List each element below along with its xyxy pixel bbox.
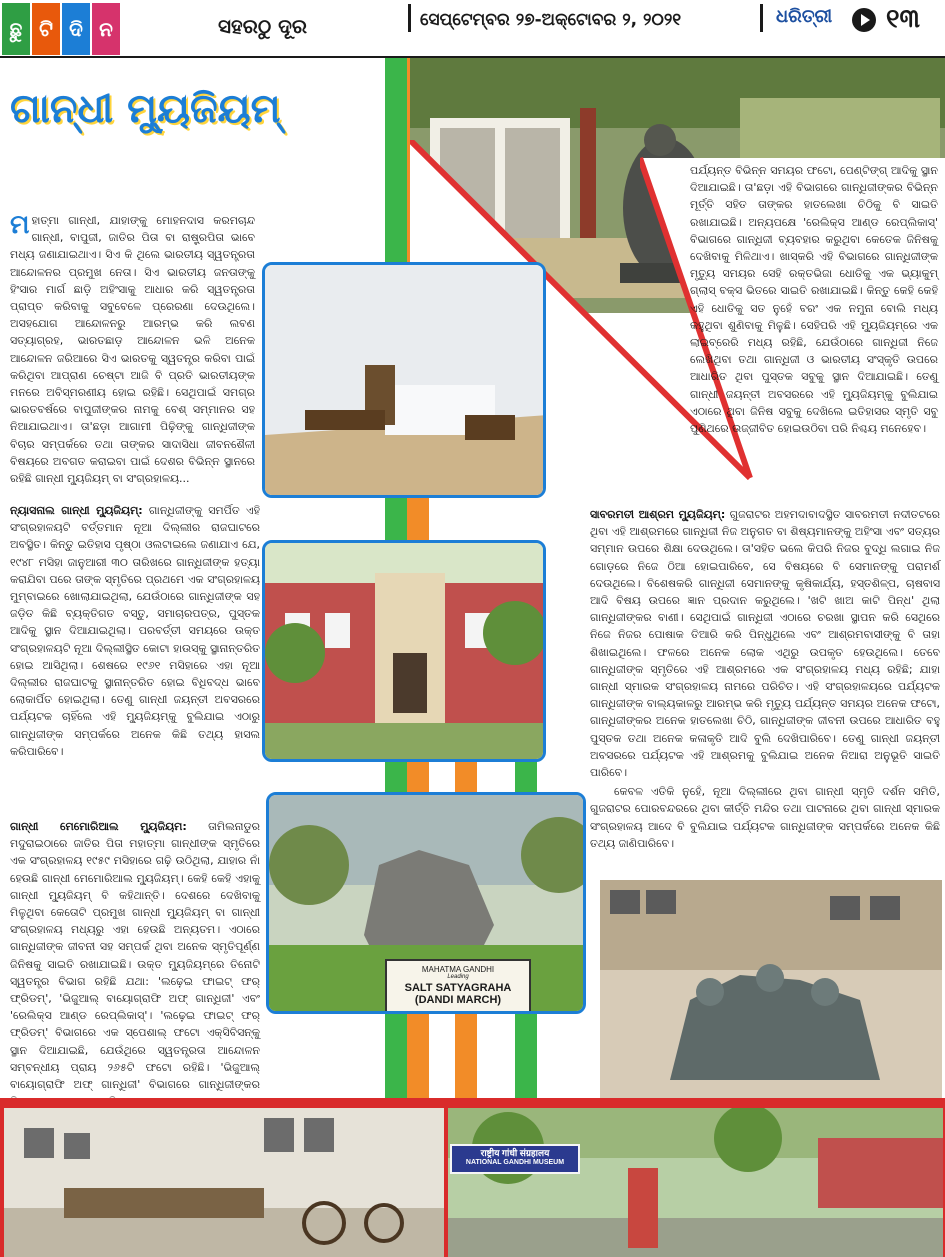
board-line: Leading — [447, 974, 469, 980]
brand-letter: ଦି — [62, 3, 90, 55]
play-icon — [852, 8, 876, 32]
header-divider — [408, 4, 411, 32]
subhead-sabarmati: ସାବରମତୀ ଆଶ୍ରମ ମ୍ୟୁଜିୟମ୍: — [590, 508, 726, 521]
national-museum-column — [10, 502, 260, 760]
memorial-museum-paragraph: ତାମିଲନାଡୁର ମଦୁରାଇଠାରେ ଜାତିର ପିତା ମହାତ୍ମା ଗାନ୍ଧୀଙ୍କ ସ୍ମୃତିରେ ଏକ ସଂଗ୍ରହାଳୟ ୧୯୫୯ ମସିହାରେ ଗଢ଼ି ଉଠିଥିଲା, ଯାହାର ନାଁ ହେଉଛି ଗାନ୍ଧୀ ମେମୋରିଆଲ ମ୍ୟୁଜିୟମ୍। କେହି କେହି ଏହାକୁ ଗାନ୍ଧୀ ମ୍ୟୁଜିୟମ୍ ବି କହିଥାନ୍ତି। ଦେଶରେ ଦେଖିବାକୁ ମିଳୁଥିବା କେତୋଟି ପ୍ରମୁଖ ଗାନ୍ଧୀ ମ୍ୟୁଜିୟମ୍ ବା ଗାନ୍ଧୀ ସଂଗ୍ରହାଳୟ ମଧ୍ୟରୁ ଏହା ହେଉଛି ଅନ୍ୟତମ। ଏଠାରେ ଗାନ୍ଧିଜୀଙ୍କ ଜୀବନୀ ସହ ସମ୍ପର୍କ ଥିବା ଅନେକ ସ୍ମୃତିପୂର୍ଣ୍ଣ ଜିନିଷକୁ ସାଇତି ରଖାଯାଇଛି। ଉକ୍ତ ମ୍ୟୁଜିୟମ୍‌ରେ ତିନୋଟି ସ୍ୱତନ୍ତ୍ର ବିଭାଗ ରହିଛି ଯଥା: 'ଲଢ଼େଇ ଫାଇଟ୍ ଫର୍ ଫ୍ରିଡମ୍', 'ଭିଜୁଆଲ୍ ବାୟୋଗ୍ରାଫି ଅଫ୍ ଗାନ୍ଧିଜୀ' ଏବଂ 'ରେଲିକ୍ସ ଆଣ୍ଡ ରେପ୍ଲିକାସ୍'। 'ଲଢ଼େଇ ଫାଇଟ୍ ଫର୍ ଫ୍ରିଡମ୍' ବିଭାଗରେ ଏକ ସ୍ପେଶାଲ୍ ଫଟୋ ଏକ୍ସିବିସନ୍‌କୁ ସ୍ଥାନ ଦିଆଯାଇଛି, ଯେଉଁଥିରେ ସ୍ୱତନ୍ତ୍ରତା ଆନ୍ଦୋଳନ ସମ୍ବନ୍ଧୀୟ ପ୍ରାୟ ୨୬୫ଟି ଫଟୋ ରହିଛି। 'ଭିଜୁଆଲ୍ ବାୟୋଗ୍ରାଫି ଅଫ୍ ଗାନ୍ଧିଜୀ' ବିଭାଗରେ ଗାନ୍ଧିଜୀଙ୍କର — [10, 820, 261, 1092]
photo-dandi-march-sculpture — [600, 880, 942, 1098]
signboard-english-text: NATIONAL GANDHI MUSEUM — [465, 1159, 565, 1166]
memorial-museum-column — [10, 818, 260, 1110]
signboard-hindi-text: राष्ट्रीय गांधी संग्रहालय — [480, 1148, 550, 1158]
national-museum-paragraph: ଗାନ୍ଧିଜୀଙ୍କୁ ସମର୍ପିତ ଏହି ସଂଗ୍ରହାଳୟଟି ବର୍ତ୍ତମାନ ନୂଆ ଦିଲ୍ଲୀର ରାଜଘାଟରେ ଅବସ୍ଥିତ। କିନ୍ତୁ ଇତିହାସ ପୃଷ୍ଠା ଓଲଟାଇଲେ ଜଣାଯାଏ ଯେ, ୧୯୪୮ ମସିହା ଜାନୁଆରୀ ୩୦ ତାରିଖରେ ଗାନ୍ଧିଜୀଙ୍କ ହତ୍ୟା କରାଯିବା ପରେ ତାଙ୍କ ସ୍ମୃତିରେ ପ୍ରଥମେ ଏକ ସଂଗ୍ରହାଳୟ ମୁମ୍ବାଇରେ ଖୋଲାଯାଇଥିଲା, ଯେଉଁଠାରେ ଗାନ୍ଧିଜୀଙ୍କ ସହ ଜଡ଼ିତ କିଛି ବ୍ୟକ୍ତିଗତ ବସ୍ତୁ, ସମାଚାରପତ୍ର, ପୁସ୍ତକ ଆଦିକୁ ସ୍ଥାନ ଦିଆଯାଇଥିଲା। ପରବର୍ତ୍ତୀ ସମୟରେ ଉକ୍ତ ସଂଗ୍ରହାଳୟଟି ନୂଆ ଦିଲ୍ଲୀସ୍ଥିତ କୋଟା ହାଉସ୍‌କୁ ସ୍ଥାନାନ୍ତରିତ ହୋଇ ଆସିଥିଲା। ଶେଷରେ ୧୯୬୧ ମସିହାରେ ଏହା ନୂଆ ଦିଲ୍ଲୀର ରାଜଘାଟକୁ ସ୍ଥାନାନ୍ତରିତ ହୋଇ ବିଧିବଦ୍ଧ ଭାବେ ଲୋକାର୍ପିତ ହୋଇଥିଲା। ତେଣୁ ଗାନ୍ଧୀ ଜୟନ୍ତୀ ଅବସରରେ ପର୍ଯ୍ୟଟକ ଚାହିଁଲେ ଏହି ମ୍ୟୁଜିୟମ୍‌କୁ ବୁଲିଯାଇ ଏଠାରୁ ଗାନ୍ଧିଜୀଙ୍କ ସମ୍ପର୍କରେ ଅନେକ କିଛି ତଥ୍ୟ ହାସଲ କରିପାରିବେ। — [10, 504, 260, 758]
board-line: SALT SATYAGRAHA (DANDI MARCH) — [404, 982, 512, 1006]
photo-museum-gallery — [4, 1108, 444, 1257]
photo-gandhi-room — [262, 262, 546, 498]
board-line: MAHATMA GANDHI — [421, 965, 495, 974]
section-name: ସହରଠୁ ଦୂର — [218, 14, 308, 38]
national-gandhi-museum-signboard — [450, 1144, 580, 1174]
brand-letter: ଛୁ — [2, 3, 30, 55]
brand-letter: ନ — [92, 3, 120, 55]
article-title: ଗାନ୍ଧୀ ମ୍ୟୁଜିୟମ୍ — [10, 86, 281, 132]
section-brand-logo — [2, 3, 120, 55]
masthead — [0, 0, 945, 58]
relics-paragraph: ପର୍ଯ୍ୟନ୍ତ ବିଭିନ୍ନ ସମୟର ଫଟୋ, ପେଣ୍ଟିଙ୍ଗ୍ ଆଦିକୁ ସ୍ଥାନ ଦିଆଯାଇଛି। ତା'ଛଡ଼ା ଏହି ବିଭାଗରେ ଗାନ୍ଧିଜୀଙ୍କର ବିଭିନ୍ନ ମୂର୍ତ୍ତି ସହିତ ତାଙ୍କର ହାତଲେଖା ଚିଠିକୁ ବି ସାଇତି ରଖାଯାଇଛି। ଅନ୍ୟପକ୍ଷେ 'ରେଲିକ୍ସ ଆଣ୍ଡ ରେପ୍ଲିକାସ୍' ବିଭାଗରେ ଗାନ୍ଧିଜୀ ବ୍ୟବହାର କରୁଥିବା କେତେକ ଜିନିଷକୁ ଦେଖିବାକୁ ମିଳିଥାଏ। ଖାସ୍‌କରି ଏହି ବିଭାଗରେ ଗାନ୍ଧିଜୀଙ୍କ ମୃତ୍ୟୁ ସମୟର ସେହି ରକ୍ତଭିଜା ଧୋତିକୁ ଏକ ଭ୍ୟାକୁମ୍ ଗ୍ଲାସ୍ ବକ୍ସ ଭିତରେ ସାଇତି ରଖାଯାଇଛି। କିନ୍ତୁ କେହି କେହି ଏହି ଧୋତିକୁ ସତ ନୁହେଁ ବରଂ ଏକ ନମୁନା ବୋଲି ମଧ୍ୟ କହୁଥିବା ଶୁଣିବାକୁ ମିଳୁଛି। ସେହିପରି ଏହି ମ୍ୟୁଜିୟମ୍‌ରେ ଏକ ଲାଇବ୍ରେରି ମଧ୍ୟ ରହିଛି, ଯେଉଁଠାରେ ଗାନ୍ଧିଜୀ ନିଜେ ଲେଖିଥିବା ତଥା ଗାନ୍ଧିଜୀ ଓ ଭାରତୀୟ ସଂସ୍କୃତି ଉପରେ ଆଧାରିତ ଥିବା ପୁସ୍ତକ ସବୁକୁ ସ୍ଥାନ ଦିଆଯାଇଛି। ତେଣୁ ଗାନ୍ଧୀ ଜୟନ୍ତୀ ଅବସରରେ ଏହି ମ୍ୟୁଜିୟମ୍‌କୁ ବୁଲିଯାଇ ଏଠାରେ ଥିବା ଜିନିଷ ସବୁକୁ ଦେଖିଲେ ଇତିହାସର ସ୍ମୃତି ସବୁ ପୁଣିଥରେ ଉଜ୍ଜୀବିତ ହୋଇଉଠିବା ପରି ନିଶ୍ଚୟ ମନେହେବ। — [690, 164, 938, 436]
sabarmati-paragraph: ଗୁଜରାଟର ଅହମଦାବାଦସ୍ଥିତ ସାବରମତୀ ନଦୀତଟରେ ଥିବା ଏହି ଆଶ୍ରମରେ ଗାନ୍ଧିଜୀ ନିଜ ଅନୁଗତ ବା ଶିଷ୍ୟମାନଙ୍କୁ ଅହିଂସା ଏବଂ ସତ୍ୟର ସମ୍ମାନ ଉପରେ ଶିକ୍ଷା ଦେଉଥିଲେ। ତା'ସହିତ ଭଲେ କିପରି ନିଜର ବୁଦ୍ଧି ଲଗାଇ ନିଜ ଗୋଡ଼ରେ ନିଜେ ଠିଆ ହୋଇପାରିବେ, ସେ ବିଷୟରେ ବି ସେମାନଙ୍କୁ ପରାମର୍ଶ ଦେଉଥିଲେ। ବିଶେଷକରି ଗାନ୍ଧିଜୀ ସେମାନଙ୍କୁ କୃଷିକାର୍ଯ୍ୟ, ହସ୍ତଶିଳ୍ପ, ଚାଷବାସ ଆଦି ବିଷୟ ଉପରେ ଜ୍ଞାନ ପ୍ରଦାନ କରୁଥିଲେ। 'ଖଟି ଖାଅ କାଟି ପିନ୍ଧ' ଥିଲା ଗାନ୍ଧିଜୀଙ୍କର ବାଣୀ। ସେଥିପାଇଁ ଗାନ୍ଧିଜୀ ଏଠାରେ ଚରଖା ସ୍ଥାପନ କରି ସେଥିରେ ନିଜେ ନିଜର ପୋଷାକ ତିଆରି କରି ପିନ୍ଧୁଥିଲେ ଏବଂ ଆଶ୍ରମବାସୀଙ୍କୁ ବି ତାହା ଶିଖାଇଥିଲେ। ଫଳରେ ଅନେକ ଲୋକ ଏଥିରୁ ଉପକୃତ ହେଉଥିଲେ। ତେବେ ଗାନ୍ଧିଜୀଙ୍କ ସ୍ମୃତିରେ ଏହି ଆଶ୍ରମରେ ଏକ ସଂଗ୍ରହାଳୟ ମଧ୍ୟ ରହିଛି; ଯାହା ଗାନ୍ଧୀ ସ୍ମାରକ ସଂଗ୍ରହାଳୟ ନାମରେ ପରିଚିତ। ଏହି ସଂଗ୍ରହାଳୟରେ ପର୍ଯ୍ୟଟକ ଗାନ୍ଧିଜୀଙ୍କ ବାଲ୍ୟକାଳରୁ ଆରମ୍ଭ କରି ମୃତ୍ୟୁ ପର୍ଯ୍ୟନ୍ତ ସମୟର ଅନେକ ଫଟୋ, ଗାନ୍ଧିଜୀଙ୍କର ଅନେକ ହାତଲେଖା ଚିଠି, ଗାନ୍ଧିଜୀଙ୍କ ଜୀବନୀ ଉପରେ ଆଧାରିତ ବହୁ ପୁସ୍ତକ ତଥା ଅନେକ କଳାକୃତି ଆଦି ବୁଲି ଦେଖିପାରିବେ। ତେଣୁ ଗାନ୍ଧୀ ଜୟନ୍ତୀ ଅବସରରେ ପର୍ଯ୍ୟଟକ ଏହି ଆଶ୍ରମକୁ ବୁଲିଯାଇ ଅନେକ ନିଆରା ଅନୁଭୂତି ସାଇତି ପାରିବେ। — [590, 508, 941, 780]
newspaper-logo: ଧରିତ୍ରୀ — [776, 6, 833, 27]
photo-national-gandhi-museum-gate — [448, 1108, 943, 1257]
intro-paragraph: ହାତ୍ମା ଗାନ୍ଧୀ, ଯାହାଙ୍କୁ ମୋହନଦାସ କରମଚାନ୍ଦ ଗାନ୍ଧୀ, ବାପୁଜୀ, ଜାତିର ପିତା ବା ରାଷ୍ଟ୍ରପିତା ଭାବେ ମଧ୍ୟ ଜଣାଯାଇଥାଏ। ସିଏ କି ଥିଲେ ଭାରତୀୟ ସ୍ୱତନ୍ତ୍ରତା ଆନ୍ଦୋଳନର ପ୍ରମୁଖ ନେତା। ସିଏ ଭାରତୀୟ ଜନତାଙ୍କୁ ହିଂସାର ମାର୍ଗ ଛାଡ଼ି ଅହିଂସାକୁ ଆଧାର କରି ସ୍ୱତନ୍ତ୍ରତା ପ୍ରାପ୍ତ କରିବାକୁ ସବୁବେଳେ ପ୍ରେରଣା ଦେଉଥିଲେ। ଅସହଯୋଗ ଆନ୍ଦୋଳନରୁ ଆରମ୍ଭ କରି ଲବଣ ସତ୍ୟାଗ୍ରହ, ଭାରତଛାଡ଼ ଆନ୍ଦୋଳନ ଭଳି ଅନେକ ଆନ୍ଦୋଳନ ଜରିଆରେ ସିଏ ଭାରତକୁ ସ୍ୱତନ୍ତ୍ର କରିବା ପାଇଁ କରିଥିବା ଆପ୍ରାଣ ଚେଷ୍ଟା ଆଜି ବି ପ୍ରତି ଭାରତୀୟଙ୍କ ମନରେ ଅବିସ୍ମରଣୀୟ ହୋଇ ରହିଛି। ସେଥିପାଇଁ ସମଗ୍ର ଭାରତବର୍ଷରେ ବାପୁଜୀଙ୍କର ନାମକୁ ବେଶ୍ ସମ୍ମାନର ସହ ନିଆଯାଇଥାଏ। ତା'ଛଡ଼ା ଆଗାମୀ ପିଢ଼ିଙ୍କୁ ଗାନ୍ଧିଜୀଙ୍କ ବିଚାର ସମ୍ପର୍କରେ ତଥା ତାଙ୍କର ସାଦାସିଧା ଜୀବନଶୈଳୀ ବିଷୟରେ ଅବଗତ କରାଇବା ପାଇଁ ଦେଶର ବିଭିନ୍ନ ସ୍ଥାନରେ ରହିଛି ଗାନ୍ଧୀ ମ୍ୟୁଜିୟମ୍ ବା ସଂଗ୍ରହାଳୟ... — [10, 214, 255, 486]
right-upper-column — [690, 162, 938, 437]
photo-salt-satyagraha-sculpture — [266, 792, 586, 1014]
intro-column — [10, 212, 255, 487]
drop-cap: ମ — [10, 210, 30, 240]
subhead-national-museum: ନ୍ୟାସନାଲ ଗାନ୍ଧୀ ମ୍ୟୁଜିୟମ୍: — [10, 504, 143, 517]
photo-museum-building — [262, 540, 546, 762]
brand-letter: ଟି — [32, 3, 60, 55]
closing-paragraph: କେବଳ ଏତିକି ନୁହେଁ, ନୂଆ ଦିଲ୍ଲୀରେ ଥିବା ଗାନ୍ଧୀ ସ୍ମୃତି ଦର୍ଶନ ସମିତି, ଗୁଜରାଟର ପୋରବନ୍ଦରରେ ଥିବା କୀର୍ତ୍ତି ମନ୍ଦିର ତଥା ପାଟନାରେ ଥିବା ଗାନ୍ଧୀ ସ୍ମାରକ ସଂଗ୍ରହାଳୟ ଆଦେ ବି ବୁଲିଯାଇ ପର୍ଯ୍ୟଟକ ଗାନ୍ଧିଜୀଙ୍କ ସମ୍ପର୍କରେ ଅନେକ କିଛି ତଥ୍ୟ ଜାଣିପାରିବେ। — [590, 785, 940, 850]
sabarmati-column — [590, 506, 940, 852]
salt-satyagraha-board — [385, 959, 531, 1014]
subhead-memorial-museum: ଗାନ୍ଧୀ ମେମୋରିଆଲ ମ୍ୟୁଜିୟମ: — [10, 820, 187, 833]
issue-date: ସେପ୍ଟେମ୍ବର ୨୭-ଅକ୍ଟୋବର ୨, ୨୦୨୧ — [420, 10, 682, 30]
page-number: ୧୩ — [886, 4, 920, 34]
header-divider — [760, 4, 763, 32]
